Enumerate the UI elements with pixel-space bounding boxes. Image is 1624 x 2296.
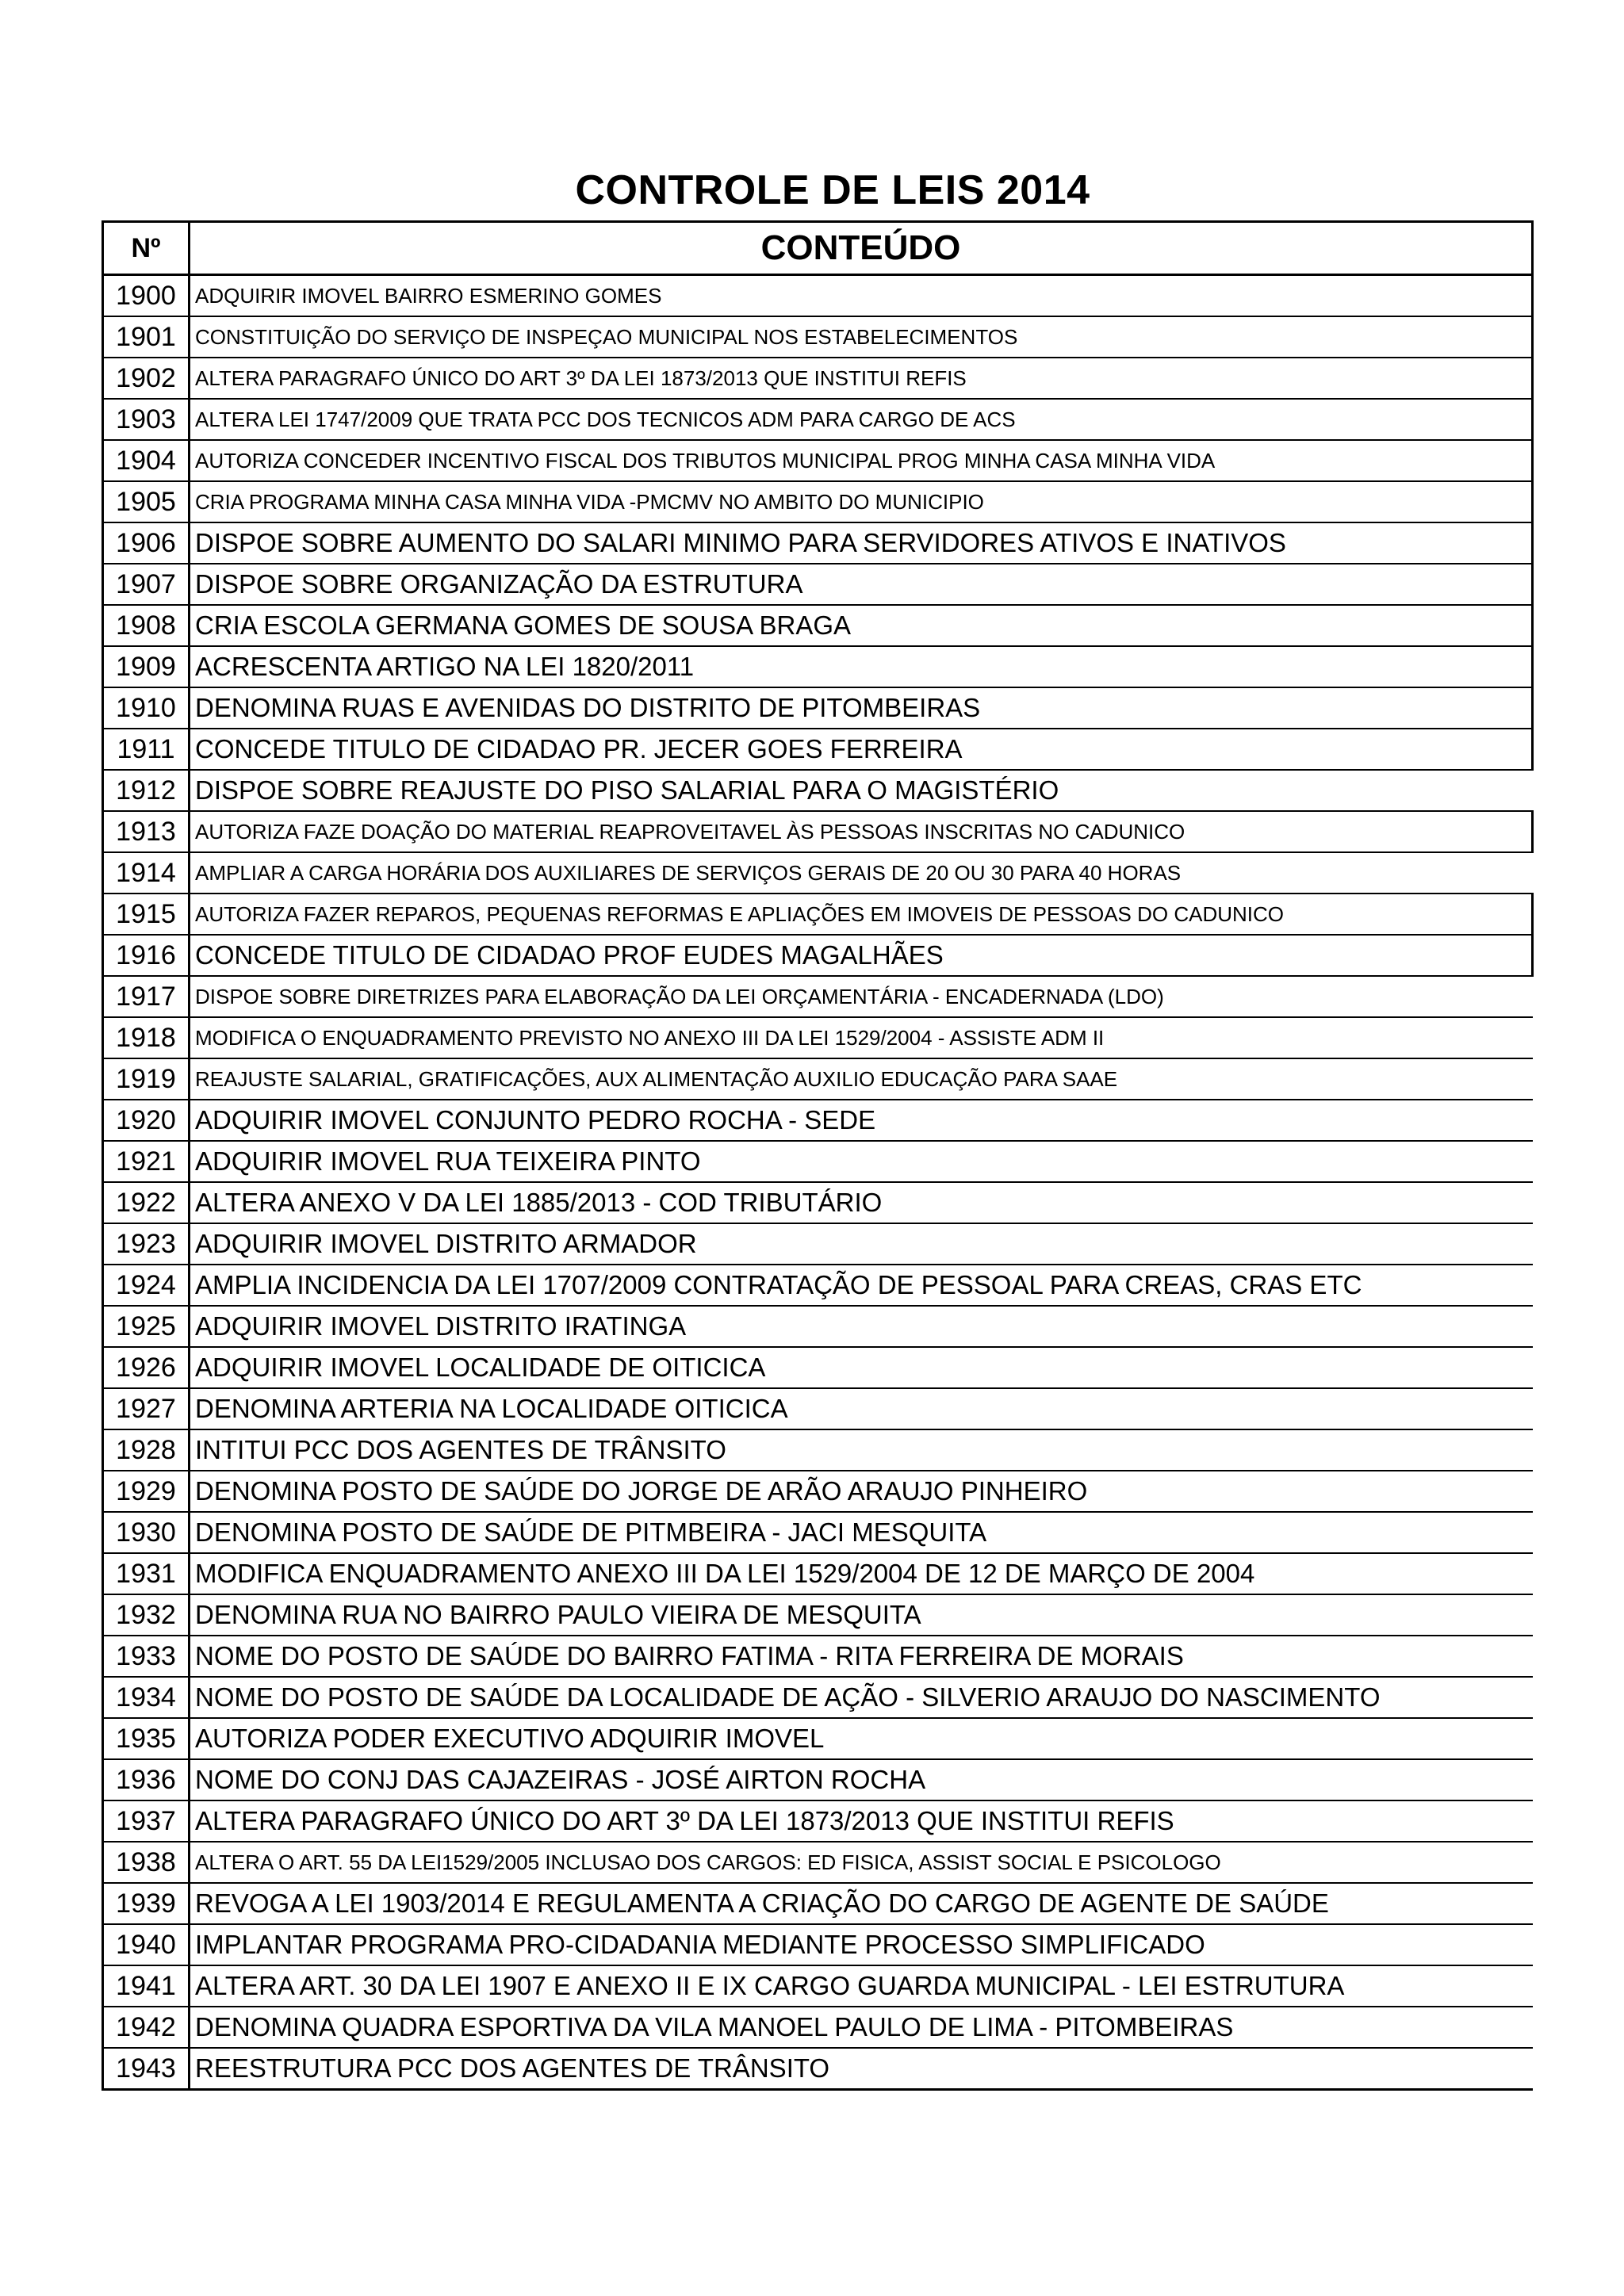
law-number-cell: 1933 xyxy=(103,1636,190,1677)
table-row xyxy=(103,358,1533,399)
table-row xyxy=(103,481,1533,522)
law-content-cell: ALTERA O ART. 55 DA LEI1529/2005 INCLUSAO DOS CARGOS: ED FISICA, ASSIST SOCIAL E PSICOLOGO xyxy=(190,1842,1533,1883)
law-number-cell: 1903 xyxy=(103,399,190,440)
law-content-cell: ACRESCENTA ARTIGO NA LEI 1820/2011 xyxy=(190,646,1533,687)
law-number-cell: 1901 xyxy=(103,316,190,358)
law-number-cell: 1942 xyxy=(103,2007,190,2048)
laws-table xyxy=(102,220,1534,2091)
law-number-cell: 1943 xyxy=(103,2048,190,2090)
law-number-cell: 1911 xyxy=(103,729,190,770)
law-number-cell: 1909 xyxy=(103,646,190,687)
law-number-cell: 1925 xyxy=(103,1306,190,1347)
table-row xyxy=(103,564,1533,605)
law-content-cell: NOME DO CONJ DAS CAJAZEIRAS - JOSÉ AIRTON ROCHA xyxy=(190,1759,1533,1800)
table-row xyxy=(103,1471,1533,1512)
law-content-cell: DISPOE SOBRE ORGANIZAÇÃO DA ESTRUTURA xyxy=(190,564,1533,605)
law-number-cell: 1939 xyxy=(103,1883,190,1924)
law-content-cell: MODIFICA O ENQUADRAMENTO PREVISTO NO ANEXO III DA LEI 1529/2004 - ASSISTE ADM II xyxy=(190,1017,1533,1058)
law-number-cell: 1937 xyxy=(103,1800,190,1842)
table-row xyxy=(103,605,1533,646)
laws-table-body xyxy=(103,275,1533,2090)
law-number-cell: 1922 xyxy=(103,1182,190,1223)
table-row xyxy=(103,1347,1533,1388)
table-row xyxy=(103,1512,1533,1553)
law-number-cell: 1924 xyxy=(103,1265,190,1306)
law-content-cell: ALTERA ANEXO V DA LEI 1885/2013 - COD TRIBUTÁRIO xyxy=(190,1182,1533,1223)
law-number-cell: 1919 xyxy=(103,1058,190,1100)
table-row xyxy=(103,976,1533,1017)
law-content-cell: AUTORIZA CONCEDER INCENTIVO FISCAL DOS TRIBUTOS MUNICIPAL PROG MINHA CASA MINHA VIDA xyxy=(190,440,1533,481)
table-row xyxy=(103,275,1533,317)
number-column-header: Nº xyxy=(103,222,190,275)
law-number-cell: 1921 xyxy=(103,1141,190,1182)
law-content-cell: AUTORIZA PODER EXECUTIVO ADQUIRIR IMOVEL xyxy=(190,1718,1533,1759)
law-content-cell: INTITUI PCC DOS AGENTES DE TRÂNSITO xyxy=(190,1429,1533,1471)
law-content-cell: AUTORIZA FAZE DOAÇÃO DO MATERIAL REAPROVEITAVEL ÀS PESSOAS INSCRITAS NO CADUNICO xyxy=(190,811,1533,852)
table-row xyxy=(103,894,1533,935)
table-row xyxy=(103,770,1533,811)
law-content-cell: REESTRUTURA PCC DOS AGENTES DE TRÂNSITO xyxy=(190,2048,1533,2090)
law-content-cell: ADQUIRIR IMOVEL CONJUNTO PEDRO ROCHA - SEDE xyxy=(190,1100,1533,1141)
table-row xyxy=(103,1677,1533,1718)
law-content-cell: DISPOE SOBRE AUMENTO DO SALARI MINIMO PARA SERVIDORES ATIVOS E INATIVOS xyxy=(190,522,1533,564)
law-content-cell: REAJUSTE SALARIAL, GRATIFICAÇÕES, AUX ALIMENTAÇÃO AUXILIO EDUCAÇÃO PARA SAAE xyxy=(190,1058,1533,1100)
law-number-cell: 1914 xyxy=(103,852,190,894)
law-content-cell: NOME DO POSTO DE SAÚDE DO BAIRRO FATIMA - RITA FERREIRA DE MORAIS xyxy=(190,1636,1533,1677)
law-number-cell: 1915 xyxy=(103,894,190,935)
table-row xyxy=(103,1553,1533,1594)
law-number-cell: 1941 xyxy=(103,1965,190,2007)
table-row xyxy=(103,1924,1533,1965)
law-number-cell: 1934 xyxy=(103,1677,190,1718)
law-number-cell: 1936 xyxy=(103,1759,190,1800)
table-row xyxy=(103,1718,1533,1759)
law-number-cell: 1932 xyxy=(103,1594,190,1636)
law-content-cell: CONSTITUIÇÃO DO SERVIÇO DE INSPEÇAO MUNICIPAL NOS ESTABELECIMENTOS xyxy=(190,316,1533,358)
law-content-cell: CRIA PROGRAMA MINHA CASA MINHA VIDA -PMCMV NO AMBITO DO MUNICIPIO xyxy=(190,481,1533,522)
law-content-cell: ADQUIRIR IMOVEL RUA TEIXEIRA PINTO xyxy=(190,1141,1533,1182)
table-row xyxy=(103,1842,1533,1883)
table-row xyxy=(103,2007,1533,2048)
law-number-cell: 1931 xyxy=(103,1553,190,1594)
law-number-cell: 1930 xyxy=(103,1512,190,1553)
table-row xyxy=(103,1800,1533,1842)
table-row xyxy=(103,316,1533,358)
law-number-cell: 1905 xyxy=(103,481,190,522)
law-number-cell: 1906 xyxy=(103,522,190,564)
law-number-cell: 1908 xyxy=(103,605,190,646)
law-content-cell: ALTERA LEI 1747/2009 QUE TRATA PCC DOS TECNICOS ADM PARA CARGO DE ACS xyxy=(190,399,1533,440)
table-row xyxy=(103,1141,1533,1182)
law-content-cell: CONCEDE TITULO DE CIDADAO PROF EUDES MAGALHÃES xyxy=(190,935,1533,976)
table-row xyxy=(103,1182,1533,1223)
table-row xyxy=(103,2048,1533,2090)
content-column-header: CONTEÚDO xyxy=(190,222,1533,275)
law-number-cell: 1910 xyxy=(103,687,190,729)
law-content-cell: DISPOE SOBRE REAJUSTE DO PISO SALARIAL PARA O MAGISTÉRIO xyxy=(190,770,1533,811)
table-row xyxy=(103,729,1533,770)
table-row xyxy=(103,1636,1533,1677)
law-content-cell: ALTERA PARAGRAFO ÚNICO DO ART 3º DA LEI 1873/2013 QUE INSTITUI REFIS xyxy=(190,358,1533,399)
law-number-cell: 1929 xyxy=(103,1471,190,1512)
law-content-cell: MODIFICA ENQUADRAMENTO ANEXO III DA LEI 1529/2004 DE 12 DE MARÇO DE 2004 xyxy=(190,1553,1533,1594)
law-content-cell: ALTERA PARAGRAFO ÚNICO DO ART 3º DA LEI 1873/2013 QUE INSTITUI REFIS xyxy=(190,1800,1533,1842)
law-number-cell: 1900 xyxy=(103,275,190,317)
law-number-cell: 1928 xyxy=(103,1429,190,1471)
table-row xyxy=(103,1017,1533,1058)
law-content-cell: NOME DO POSTO DE SAÚDE DA LOCALIDADE DE AÇÃO - SILVERIO ARAUJO DO NASCIMENTO xyxy=(190,1677,1533,1718)
law-content-cell: ADQUIRIR IMOVEL DISTRITO IRATINGA xyxy=(190,1306,1533,1347)
law-number-cell: 1916 xyxy=(103,935,190,976)
law-content-cell: DISPOE SOBRE DIRETRIZES PARA ELABORAÇÃO DA LEI ORÇAMENTÁRIA - ENCADERNADA (LDO) xyxy=(190,976,1533,1017)
law-content-cell: DENOMINA ARTERIA NA LOCALIDADE OITICICA xyxy=(190,1388,1533,1429)
table-row xyxy=(103,1100,1533,1141)
table-row xyxy=(103,440,1533,481)
table-header-row xyxy=(103,222,1533,275)
law-number-cell: 1926 xyxy=(103,1347,190,1388)
law-content-cell: DENOMINA POSTO DE SAÚDE DO JORGE DE ARÃO ARAUJO PINHEIRO xyxy=(190,1471,1533,1512)
table-row xyxy=(103,1965,1533,2007)
table-row xyxy=(103,935,1533,976)
law-number-cell: 1907 xyxy=(103,564,190,605)
table-row xyxy=(103,1429,1533,1471)
law-number-cell: 1923 xyxy=(103,1223,190,1265)
law-content-cell: AUTORIZA FAZER REPAROS, PEQUENAS REFORMAS E APLIAÇÕES EM IMOVEIS DE PESSOAS DO CADUNICO xyxy=(190,894,1533,935)
table-row xyxy=(103,811,1533,852)
law-number-cell: 1935 xyxy=(103,1718,190,1759)
table-row xyxy=(103,1306,1533,1347)
law-number-cell: 1920 xyxy=(103,1100,190,1141)
table-row xyxy=(103,687,1533,729)
law-content-cell: DENOMINA RUAS E AVENIDAS DO DISTRITO DE PITOMBEIRAS xyxy=(190,687,1533,729)
law-content-cell: CRIA ESCOLA GERMANA GOMES DE SOUSA BRAGA xyxy=(190,605,1533,646)
law-content-cell: IMPLANTAR PROGRAMA PRO-CIDADANIA MEDIANTE PROCESSO SIMPLIFICADO xyxy=(190,1924,1533,1965)
law-content-cell: AMPLIA INCIDENCIA DA LEI 1707/2009 CONTRATAÇÃO DE PESSOAL PARA CREAS, CRAS ETC xyxy=(190,1265,1533,1306)
law-number-cell: 1912 xyxy=(103,770,190,811)
law-number-cell: 1904 xyxy=(103,440,190,481)
table-row xyxy=(103,1388,1533,1429)
law-content-cell: ADQUIRIR IMOVEL BAIRRO ESMERINO GOMES xyxy=(190,275,1533,317)
table-row xyxy=(103,852,1533,894)
law-content-cell: DENOMINA QUADRA ESPORTIVA DA VILA MANOEL PAULO DE LIMA - PITOMBEIRAS xyxy=(190,2007,1533,2048)
law-content-cell: DENOMINA POSTO DE SAÚDE DE PITMBEIRA - JACI MESQUITA xyxy=(190,1512,1533,1553)
law-content-cell: ADQUIRIR IMOVEL DISTRITO ARMADOR xyxy=(190,1223,1533,1265)
table-row xyxy=(103,1594,1533,1636)
table-row xyxy=(103,522,1533,564)
law-number-cell: 1940 xyxy=(103,1924,190,1965)
law-content-cell: REVOGA A LEI 1903/2014 E REGULAMENTA A CRIAÇÃO DO CARGO DE AGENTE DE SAÚDE xyxy=(190,1883,1533,1924)
document-title: CONTROLE DE LEIS 2014 xyxy=(575,167,1090,213)
law-content-cell: ALTERA ART. 30 DA LEI 1907 E ANEXO II E IX CARGO GUARDA MUNICIPAL - LEI ESTRUTURA xyxy=(190,1965,1533,2007)
law-content-cell: CONCEDE TITULO DE CIDADAO PR. JECER GOES FERREIRA xyxy=(190,729,1533,770)
table-row xyxy=(103,1883,1533,1924)
table-row xyxy=(103,1759,1533,1800)
table-row xyxy=(103,1223,1533,1265)
table-row xyxy=(103,1058,1533,1100)
law-content-cell: DENOMINA RUA NO BAIRRO PAULO VIEIRA DE MESQUITA xyxy=(190,1594,1533,1636)
table-row xyxy=(103,399,1533,440)
law-content-cell: ADQUIRIR IMOVEL LOCALIDADE DE OITICICA xyxy=(190,1347,1533,1388)
law-number-cell: 1902 xyxy=(103,358,190,399)
table-row xyxy=(103,646,1533,687)
law-number-cell: 1917 xyxy=(103,976,190,1017)
law-number-cell: 1918 xyxy=(103,1017,190,1058)
law-number-cell: 1913 xyxy=(103,811,190,852)
law-content-cell: AMPLIAR A CARGA HORÁRIA DOS AUXILIARES DE SERVIÇOS GERAIS DE 20 OU 30 PARA 40 HORAS xyxy=(190,852,1533,894)
law-number-cell: 1927 xyxy=(103,1388,190,1429)
table-row xyxy=(103,1265,1533,1306)
law-number-cell: 1938 xyxy=(103,1842,190,1883)
